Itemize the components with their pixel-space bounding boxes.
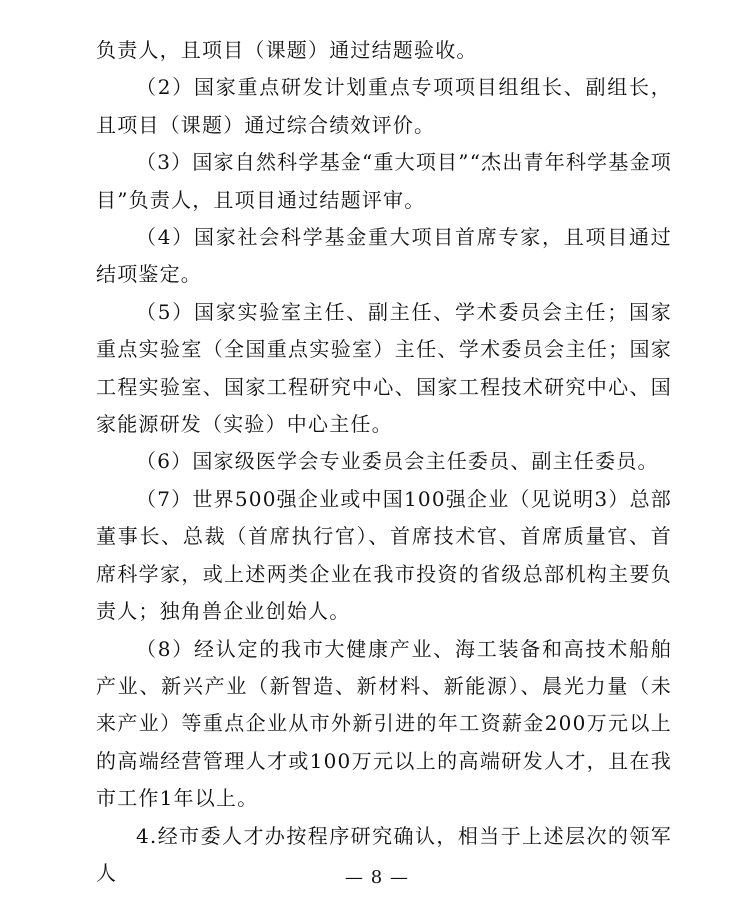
paragraph-item-7: （7）世界500强企业或中国100强企业（见说明3）总部董事长、总裁（首席执行官）、首席技术官、首席质量官、首席科学家，或上述两类企业在我市投资的省级总部机构主要负责人；独角兽企业创始人。 (96, 486, 672, 624)
paragraph-continuation: 负责人，且项目（课题）通过结题验收。 (96, 38, 478, 62)
paragraph-item-2: （2）国家重点研发计划重点专项项目组组长、副组长，且项目（课题）通过综合绩效评价。 (96, 75, 672, 137)
paragraph-item-6: （6）国家级医学会专业委员会主任委员、副主任委员。 (136, 449, 659, 474)
paragraph-item-8: （8）经认定的我市大健康产业、海工装备和高技术船舶产业、新兴产业（新智造、新材料、新能源）、晨光力量（未来产业）等重点企业从市外新引进的年工资薪金200万元以上的高端经营管理人才或100万元以上的高端研发人才，且在我市工作1年以上。 (96, 636, 672, 811)
paragraph-item-4: （4）国家社会科学基金重大项目首席专家，且项目通过结项鉴定。 (96, 225, 672, 287)
paragraph-item-5: （5）国家实验室主任、副主任、学术委员会主任；国家重点实验室（全国重点实验室）主任、学术委员会主任；国家工程实验室、国家工程研究中心、国家工程技术研究中心、国家能源研发（实验）中心主任。 (96, 299, 672, 437)
paragraph-item-3: （3）国家自然科学基金“重大项目”“杰出青年科学基金项目”负责人，且项目通过结题评审。 (96, 150, 672, 212)
paragraph-section-4: 4.经市委人才办按程序研究确认，相当于上述层次的领军人 (96, 823, 672, 885)
document-body (96, 32, 672, 892)
page-number: — 8 — (345, 867, 409, 888)
